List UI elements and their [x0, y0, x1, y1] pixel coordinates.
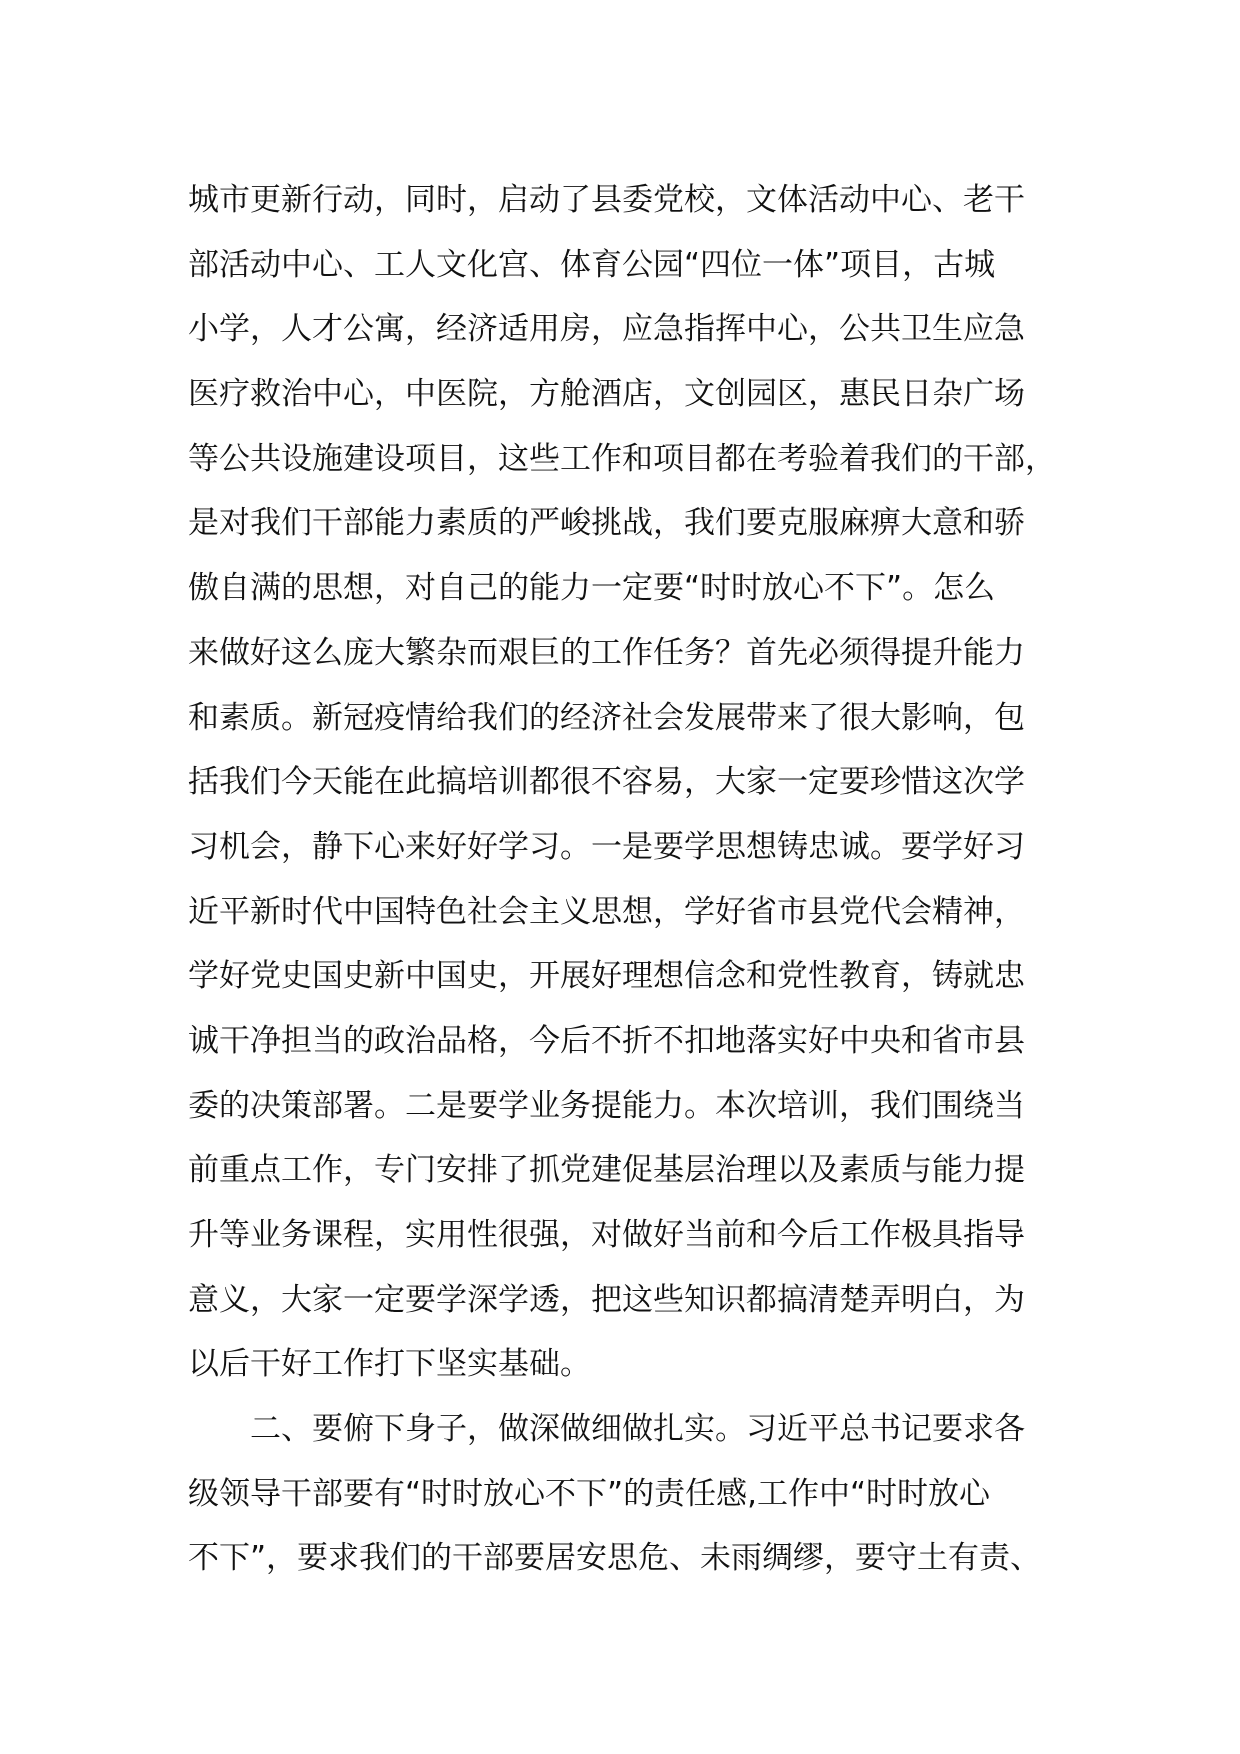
text-line: 委的决策部署。二是要学业务提能力。本次培训，我们围绕当: [188, 1087, 1025, 1124]
text-line: 括我们今天能在此搞培训都很不容易，大家一定要珍惜这次学: [188, 764, 1025, 801]
text-line: 傲自满的思想，对自己的能力一定要“时时放心不下”。怎么: [188, 570, 996, 607]
text-line: 升等业务课程，实用性很强，对做好当前和今后工作极具指导: [188, 1217, 1025, 1253]
text-line: 前重点工作，专门安排了抓党建促基层治理以及素质与能力提: [188, 1152, 1025, 1189]
text-line: 诚干净担当的政治品格，今后不折不扣地落实好中央和省市县: [188, 1022, 1025, 1059]
text-line: 来做好这么庞大繁杂而艰巨的工作任务？首先必须得提升能力: [188, 634, 1025, 671]
body-text: [188, 168, 1088, 1591]
text-line: 部活动中心、工人文化宫、体育公园“四位一体”项目，古城: [188, 246, 996, 283]
text-line: 和素质。新冠疫情给我们的经济社会发展带来了很大影响，包: [188, 699, 1025, 736]
text-line: 不下”，要求我们的干部要居安思危、未雨绸缪，要守土有责、: [188, 1540, 1042, 1577]
text-line: 学好党史国史新中国史，开展好理想信念和党性教育，铸就忠: [188, 958, 1025, 995]
text-line: 习机会，静下心来好好学习。一是要学思想铸忠诚。要学好习: [188, 828, 1025, 865]
text-line: 近平新时代中国特色社会主义思想，学好省市县党代会精神，: [188, 893, 1025, 930]
text-line: 医疗救治中心，中医院，方舱酒店，文创园区，惠民日杂广场: [188, 376, 1025, 413]
text-line: 小学，人才公寓，经济适用房，应急指挥中心，公共卫生应急: [188, 311, 1025, 348]
text-line: 级领导干部要有“时时放心不下”的责任感,工作中“时时放心: [188, 1475, 991, 1512]
text-line: 二、要俯下身子，做深做细做扎实。习近平总书记要求各: [188, 1411, 1025, 1448]
text-line: 城市更新行动，同时，启动了县委党校，文体活动中心、老干: [188, 182, 1025, 218]
text-line: 等公共设施建设项目，这些工作和项目都在考验着我们的干部，: [188, 440, 1056, 477]
text-line: 意义，大家一定要学深学透，把这些知识都搞清楚弄明白，为: [188, 1281, 1025, 1318]
text-line: 是对我们干部能力素质的严峻挑战，我们要克服麻痹大意和骄: [188, 505, 1025, 542]
text-line: 以后干好工作打下坚实基础。: [188, 1346, 591, 1383]
